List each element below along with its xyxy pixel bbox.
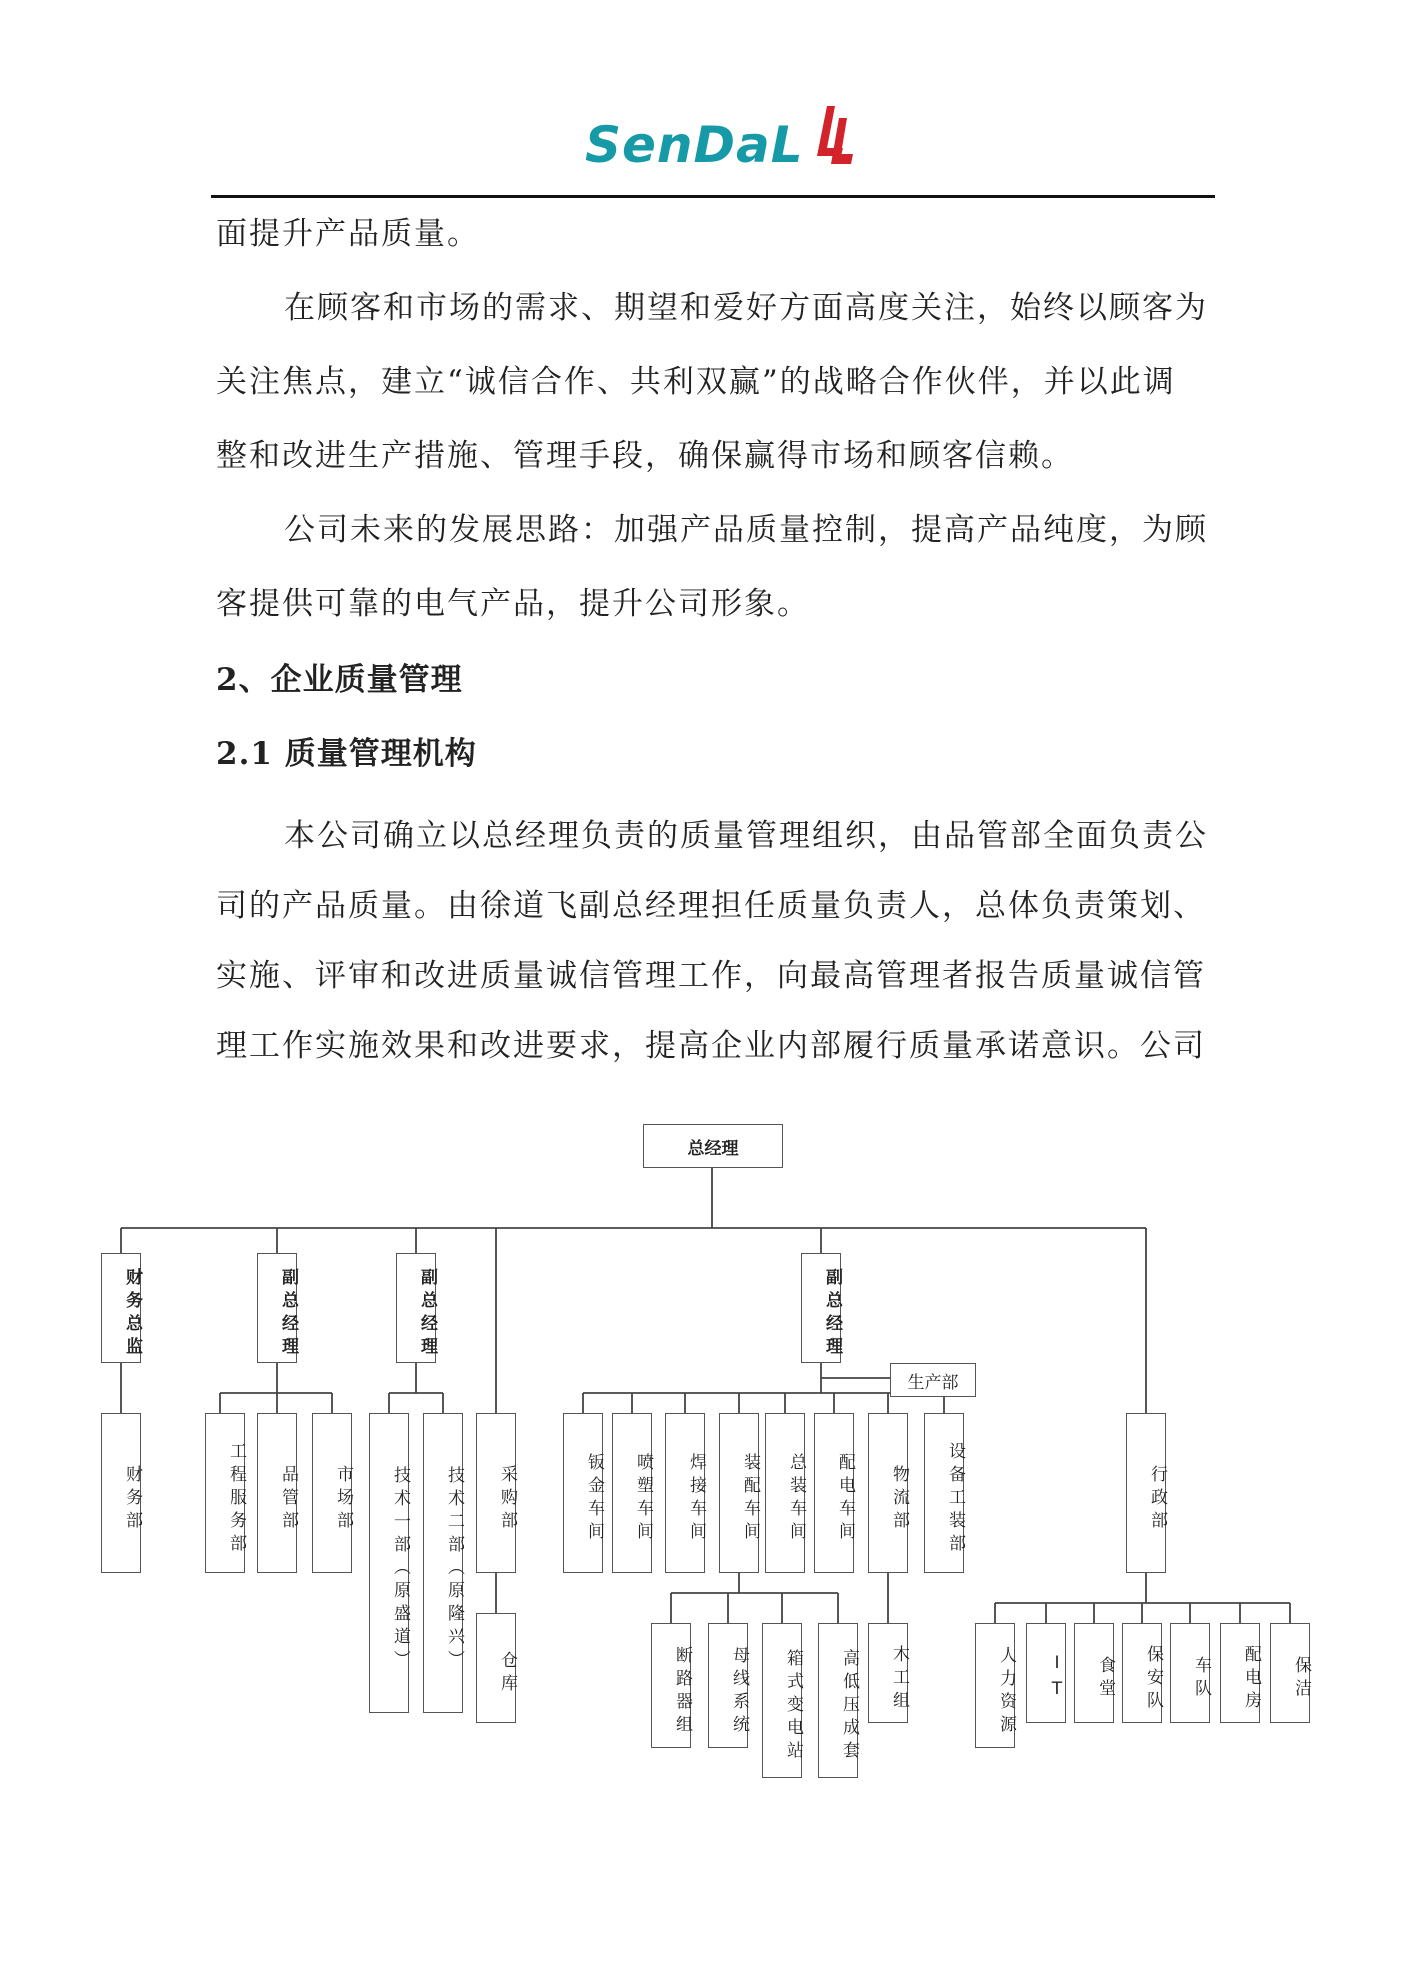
header-rule bbox=[211, 195, 1215, 198]
org-box-market bbox=[312, 1413, 352, 1573]
org-box-cfo bbox=[101, 1253, 141, 1363]
paragraph-line: 关注焦点，建立“诚信合作、共利双赢”的战略合作伙伴，并以此调 bbox=[216, 364, 1176, 400]
logo-wordmark: SenDaL bbox=[585, 116, 804, 174]
org-label: 钣金车间 bbox=[584, 1453, 604, 1545]
org-box-purchase bbox=[476, 1413, 516, 1573]
org-box-it bbox=[1026, 1623, 1066, 1723]
org-box-woodwork bbox=[868, 1623, 908, 1723]
org-label: 车队 bbox=[1191, 1656, 1211, 1702]
org-box-canteen bbox=[1074, 1623, 1114, 1723]
org-box-vp2 bbox=[396, 1253, 436, 1363]
org-label: 木工组 bbox=[889, 1644, 909, 1714]
org-label: 人力资源 bbox=[996, 1645, 1016, 1738]
org-label: 母线系统 bbox=[729, 1645, 749, 1738]
paragraph-line: 公司未来的发展思路：加强产品质量控制，提高产品纯度，为顾 bbox=[284, 512, 1208, 548]
org-label: 焊接车间 bbox=[686, 1453, 706, 1545]
org-box-box-substation bbox=[762, 1623, 802, 1778]
org-box-production bbox=[890, 1363, 976, 1397]
org-label: 副总经理 bbox=[417, 1268, 437, 1360]
paragraph-line: 在顾客和市场的需求、期望和爱好方面高度关注，始终以顾客为 bbox=[284, 290, 1208, 326]
org-label: 箱式变电站 bbox=[783, 1649, 803, 1764]
paragraph-line: 本公司确立以总经理负责的质量管理组织，由品管部全面负责公 bbox=[284, 818, 1208, 854]
paragraph-line: 整和改进生产措施、管理手段，确保赢得市场和顾客信赖。 bbox=[216, 438, 1074, 474]
org-label: IT bbox=[1047, 1653, 1067, 1705]
org-label: 总经理 bbox=[687, 1138, 739, 1159]
org-label: 装配车间 bbox=[740, 1453, 760, 1545]
org-box-weld bbox=[665, 1413, 705, 1573]
org-box-security bbox=[1122, 1623, 1162, 1723]
org-label: 生产部 bbox=[907, 1372, 959, 1393]
org-box-electrical bbox=[814, 1413, 854, 1573]
org-label: 高低压成套 bbox=[839, 1649, 859, 1764]
org-box-hr bbox=[975, 1623, 1015, 1748]
org-box-cleaning bbox=[1270, 1623, 1310, 1723]
org-box-general-manager bbox=[643, 1124, 783, 1168]
org-label: 设备工装部 bbox=[945, 1441, 965, 1557]
org-label: 保安队 bbox=[1143, 1644, 1163, 1714]
company-logo bbox=[585, 104, 845, 174]
org-box-power-room bbox=[1220, 1623, 1260, 1723]
org-box-final-assembly bbox=[765, 1413, 805, 1573]
org-box-engineering bbox=[205, 1413, 245, 1573]
org-label: 技术二部（原隆兴） bbox=[444, 1465, 464, 1673]
org-box-vp3 bbox=[801, 1253, 841, 1363]
org-label: 财务总监 bbox=[122, 1268, 142, 1360]
org-box-breaker bbox=[651, 1623, 691, 1748]
org-label: 采购部 bbox=[497, 1464, 517, 1534]
org-label: 财务部 bbox=[122, 1464, 142, 1534]
org-label: 保洁 bbox=[1291, 1656, 1311, 1702]
org-label: 副总经理 bbox=[278, 1268, 298, 1360]
org-box-quality bbox=[257, 1413, 297, 1573]
paragraph-line: 客提供可靠的电气产品，提升公司形象。 bbox=[216, 586, 810, 622]
org-box-tech2 bbox=[423, 1413, 463, 1713]
subsection-heading: 2.1 质量管理机构 bbox=[216, 736, 477, 772]
org-label: 喷塑车间 bbox=[633, 1453, 653, 1545]
paragraph-line: 面提升产品质量。 bbox=[216, 216, 480, 252]
org-label: 食堂 bbox=[1095, 1656, 1115, 1702]
org-box-tech1 bbox=[369, 1413, 409, 1713]
org-box-admin bbox=[1126, 1413, 1166, 1573]
org-label: 品管部 bbox=[278, 1464, 298, 1534]
org-box-sheetmetal bbox=[563, 1413, 603, 1573]
paragraph-line: 实施、评审和改进质量诚信管理工作，向最高管理者报告质量诚信管 bbox=[216, 958, 1206, 994]
org-label: 副总经理 bbox=[822, 1268, 842, 1360]
paragraph-line: 理工作实施效果和改进要求，提高企业内部履行质量承诺意识。公司 bbox=[216, 1028, 1206, 1064]
org-label: 物流部 bbox=[889, 1464, 909, 1534]
org-box-warehouse bbox=[476, 1613, 516, 1723]
org-box-busbar bbox=[708, 1623, 748, 1748]
org-box-logistics bbox=[868, 1413, 908, 1573]
org-box-fleet bbox=[1170, 1623, 1210, 1723]
org-label: 技术一部（原盛道） bbox=[390, 1465, 410, 1673]
org-box-hvlv bbox=[818, 1623, 858, 1778]
org-label: 市场部 bbox=[333, 1464, 353, 1534]
org-label: 配电房 bbox=[1241, 1644, 1261, 1714]
org-label: 工程服务部 bbox=[226, 1441, 246, 1557]
org-label: 行政部 bbox=[1147, 1464, 1167, 1534]
org-box-tooling bbox=[924, 1413, 964, 1573]
org-box-finance bbox=[101, 1413, 141, 1573]
logo-ll-mark bbox=[813, 104, 853, 170]
org-box-spray bbox=[612, 1413, 652, 1573]
org-label: 仓库 bbox=[497, 1651, 517, 1697]
org-box-vp1 bbox=[257, 1253, 297, 1363]
org-box-assembly bbox=[719, 1413, 759, 1573]
org-label: 配电车间 bbox=[835, 1453, 855, 1545]
org-label: 总装车间 bbox=[786, 1453, 806, 1545]
org-label: 断路器组 bbox=[672, 1645, 692, 1738]
section-heading: 2、企业质量管理 bbox=[216, 662, 463, 698]
paragraph-line: 司的产品质量。由徐道飞副总经理担任质量负责人，总体负责策划、 bbox=[216, 888, 1206, 924]
